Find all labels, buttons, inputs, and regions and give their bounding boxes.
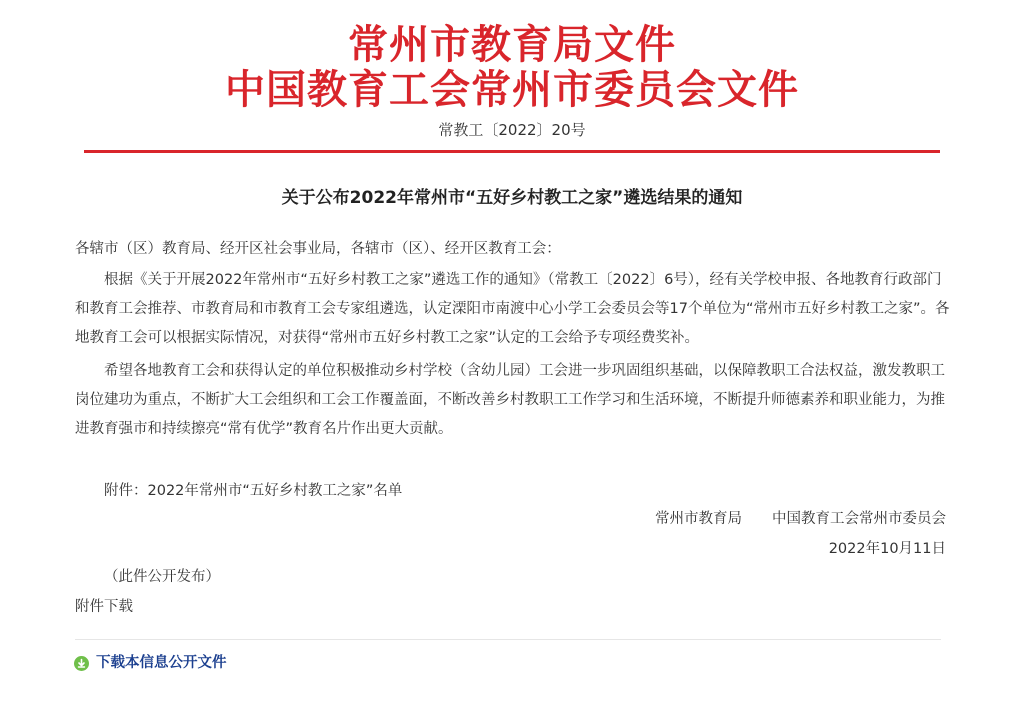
download-circle-icon: [74, 656, 89, 671]
section-divider: [75, 639, 941, 640]
issuer-header-line1: 常州市教育局文件: [348, 22, 676, 68]
public-release-note: （此件公开发布）: [104, 569, 220, 585]
attachment-note: 附件：2022年常州市“五好乡村教工之家”名单: [104, 483, 403, 499]
salutation: 各辖市（区）教育局、经开区社会事业局，各辖市（区）、经开区教育工会：: [75, 241, 561, 257]
red-header-rule: [84, 150, 940, 153]
download-file-link[interactable]: [74, 652, 227, 674]
download-file-label: 下载本信息公开文件: [96, 655, 227, 671]
signature-block: [655, 508, 946, 530]
body-paragraph-1: 根据《关于开展2022年常州市“五好乡村教工之家”遴选工作的通知》（常教工〔2022〕6号），经有关学校申报、各地教育行政部门和教育工会推荐、市教育局和市教育工会专家组遴选，认定溧阳市南渡中心小学工会委员会等17个单位为“常州市五好乡村教工之家”。各地教育工会可以根据实际情况，对获得“常州市五好乡村教工之家”认定的工会给予专项经费奖补。: [75, 272, 950, 346]
document-title: 关于公布2022年常州市“五好乡村教工之家”遴选结果的通知: [281, 188, 743, 208]
body-paragraph-2: 希望各地教育工会和获得认定的单位积极推动乡村学校（含幼儿园）工会进一步巩固组织基础，以保障教职工合法权益，激发教职工岗位建功为重点，不断扩大工会组织和工会工作覆盖面，不断改善乡村教职工工作学习和生活环境，不断提升师德素养和职业能力，为推进教育强市和持续擦亮“常有优学”教育名片作出更大贡献。: [75, 363, 945, 437]
signature-education-union: 中国教育工会常州市委员会: [772, 511, 946, 527]
attachment-download-heading: 附件下载: [75, 599, 133, 615]
signature-education-bureau: 常州市教育局: [655, 511, 742, 527]
document-number: 常教工〔2022〕20号: [438, 121, 586, 139]
issuer-header-line2: 中国教育工会常州市委员会文件: [225, 67, 799, 113]
document-date: 2022年10月11日: [828, 541, 946, 557]
